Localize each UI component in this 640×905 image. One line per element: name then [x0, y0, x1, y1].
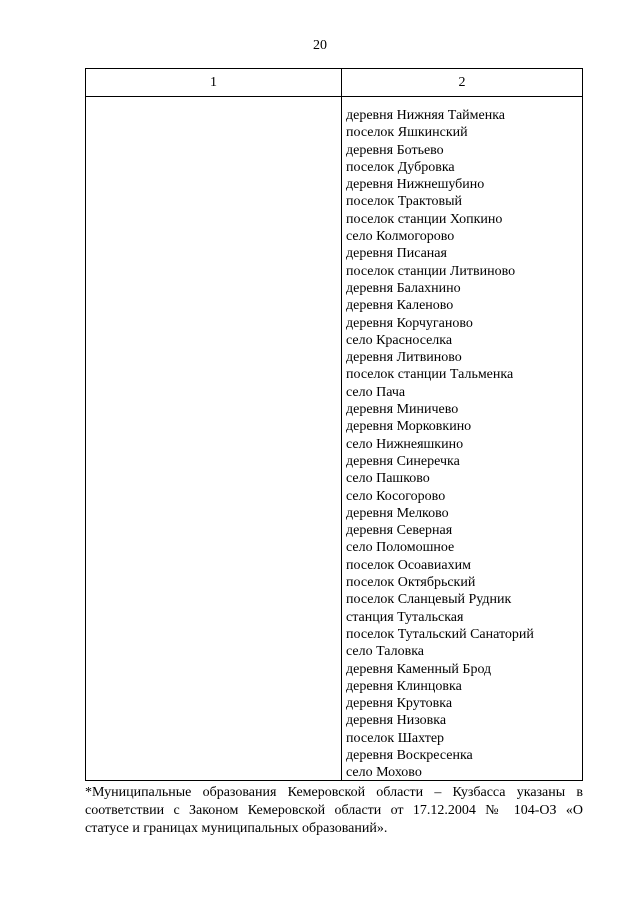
settlement-item: село Пашково	[346, 471, 430, 487]
settlement-item: деревня Ботьево	[346, 142, 444, 158]
settlement-item: деревня Северная	[346, 523, 453, 539]
settlement-item: поселок Тутальский Санаторий	[346, 626, 534, 642]
settlement-item: поселок Шахтер	[346, 730, 445, 746]
column-divider	[341, 69, 342, 780]
settlement-list	[346, 107, 580, 782]
settlement-item: деревня Корчуганово	[346, 315, 473, 331]
settlement-item: поселок станции Хопкино	[346, 211, 503, 227]
settlement-item: село Косогорово	[346, 488, 446, 504]
settlements-table	[85, 68, 583, 781]
settlement-item: деревня Каменный Брод	[346, 661, 492, 677]
settlement-item: поселок станции Тальменка	[346, 367, 514, 383]
settlement-item: деревня Нижняя Тайменка	[346, 108, 506, 123]
settlement-item: деревня Мелково	[346, 505, 449, 521]
settlement-item: село Поломошное	[346, 540, 455, 556]
settlement-item: село Мохово	[346, 765, 422, 781]
settlement-item: поселок станции Литвиново	[346, 263, 516, 279]
settlement-item: деревня Синеречка	[346, 453, 460, 469]
settlement-item: деревня Нижнешубино	[346, 177, 485, 193]
footnote-line: *Муниципальные образования Кемеровской области – Кузбасса указаны в	[85, 785, 583, 800]
settlement-item: поселок Осоавиахим	[346, 557, 471, 573]
settlement-item: село Нижнеяшкино	[346, 436, 464, 452]
settlement-item: станция Тутальская	[346, 609, 464, 625]
settlement-item: поселок Дубровка	[346, 159, 455, 175]
settlement-item: деревня Литвиново	[346, 350, 462, 366]
page-number: 20	[313, 38, 327, 53]
footnote	[85, 784, 583, 838]
header-cell-1: 1	[210, 75, 217, 90]
settlement-item: село Красноселка	[346, 332, 453, 348]
footnote-line: статусе и границах муниципальных образований».	[85, 821, 388, 836]
settlement-item: поселок Октябрьский	[346, 575, 476, 591]
settlement-item: деревня Миничево	[346, 402, 459, 418]
settlement-item: село Пача	[346, 384, 406, 400]
settlement-item: поселок Сланцевый Рудник	[346, 592, 512, 608]
settlement-item: село Таловка	[346, 644, 425, 660]
settlement-item: деревня Клинцовка	[346, 678, 462, 694]
settlement-item: деревня Низовка	[346, 713, 447, 729]
settlement-item: деревня Морковкино	[346, 419, 472, 435]
footnote-line: соответствии с Законом Кемеровской области от 17.12.2004 № 104-ОЗ «О	[85, 803, 583, 818]
table-header-row	[86, 69, 582, 97]
settlement-item: поселок Трактовый	[346, 194, 463, 210]
settlement-item: поселок Яшкинский	[346, 125, 468, 141]
settlement-item: деревня Писаная	[346, 246, 447, 262]
settlement-item: деревня Балахнино	[346, 280, 461, 296]
settlement-item: деревня Крутовка	[346, 696, 453, 712]
settlement-item: деревня Каленово	[346, 298, 454, 314]
settlement-item: село Колмогорово	[346, 229, 455, 245]
header-cell-2: 2	[458, 75, 466, 90]
settlement-item: деревня Воскресенка	[346, 747, 473, 763]
